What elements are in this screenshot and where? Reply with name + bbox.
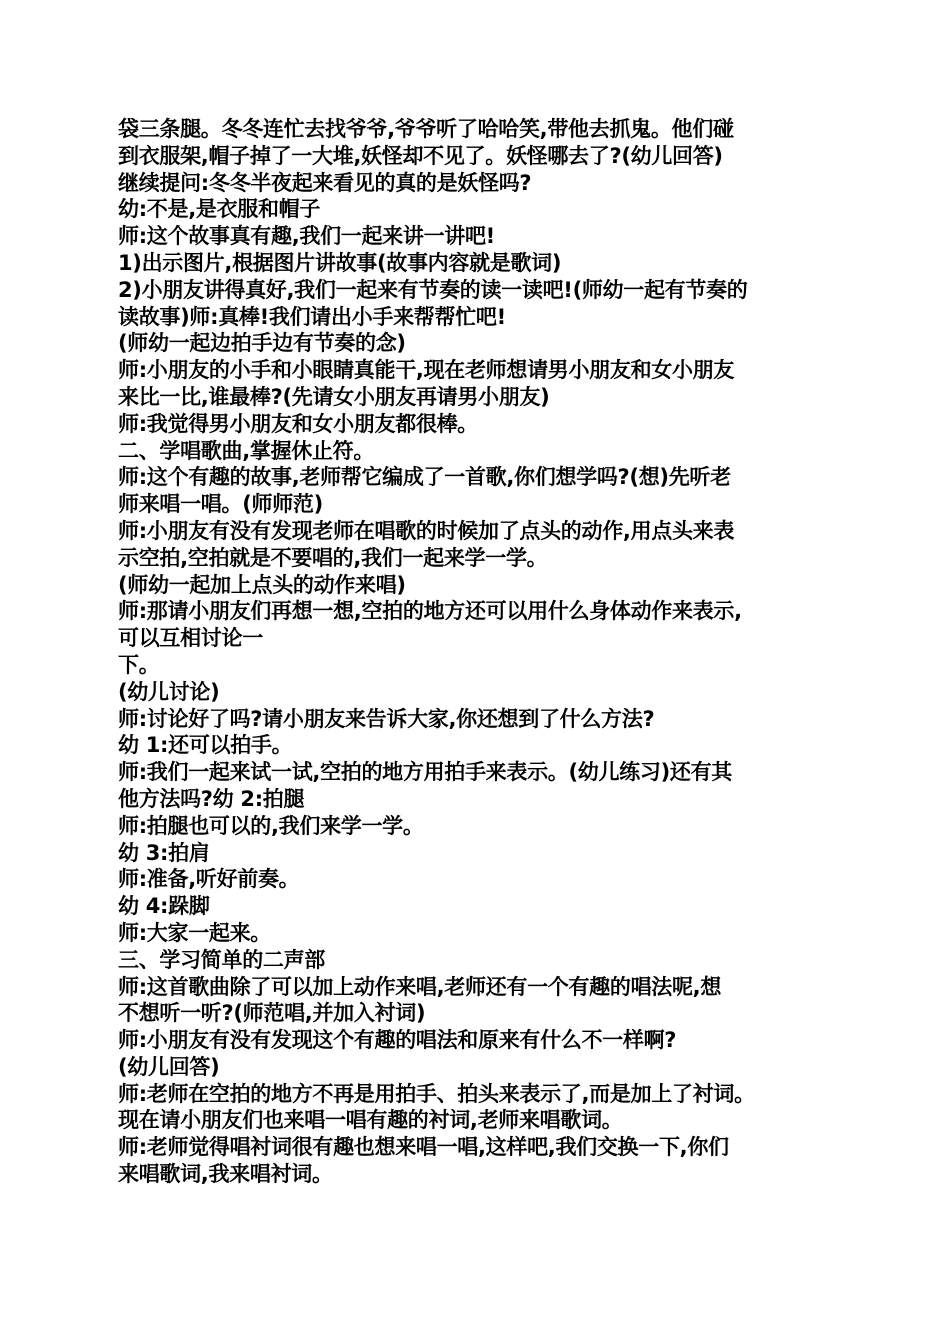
text-line: 来唱歌词,我来唱衬词。 bbox=[118, 1162, 333, 1187]
text-line: 师:我觉得男小朋友和女小朋友都很棒。 bbox=[118, 411, 478, 436]
text-line: (幼儿回答) bbox=[118, 1054, 220, 1079]
text-line: 师:这个故事真有趣,我们一起来讲一讲吧! bbox=[118, 224, 495, 249]
text-line: 师:那请小朋友们再想一想,空拍的地方还可以用什么身体动作来表示, bbox=[118, 599, 742, 624]
text-line: (师幼一起边拍手边有节奏的念) bbox=[118, 331, 406, 356]
text-line: 示空拍,空拍就是不要唱的,我们一起来学一学。 bbox=[118, 545, 548, 570]
text-line: 1)出示图片,根据图片讲故事(故事内容就是歌词) bbox=[118, 250, 562, 275]
text-line: 幼 4:跺脚 bbox=[118, 894, 210, 919]
text-line: 师:这首歌曲除了可以加上动作来唱,老师还有一个有趣的唱法呢,想 bbox=[118, 974, 722, 999]
text-line: 幼:不是,是衣服和帽子 bbox=[118, 197, 321, 222]
text-line: 下。 bbox=[118, 652, 160, 677]
text-line: 师:小朋友有没有发现这个有趣的唱法和原来有什么不一样啊? bbox=[118, 1028, 677, 1053]
text-line: 师:讨论好了吗?请小朋友来告诉大家,你还想到了什么方法? bbox=[118, 706, 655, 731]
text-line: 他方法吗?幼 2:拍腿 bbox=[118, 786, 305, 811]
section-heading: 三、学习简单的二声部 bbox=[118, 947, 325, 972]
text-line: 师:这个有趣的故事,老师帮它编成了一首歌,你们想学吗?(想)先听老 bbox=[118, 465, 731, 490]
text-line: 师:小朋友有没有发现老师在唱歌的时候加了点头的动作,用点头来表 bbox=[118, 518, 735, 543]
text-line: 继续提问:冬冬半夜起来看见的真的是妖怪吗? bbox=[118, 170, 532, 195]
text-line: 师:准备,听好前奏。 bbox=[118, 867, 300, 892]
text-line: 到衣服架,帽子掉了一大堆,妖怪却不见了。妖怪哪去了?(幼儿回答) bbox=[118, 143, 723, 168]
text-line: 袋三条腿。冬冬连忙去找爷爷,爷爷听了哈哈笑,带他去抓鬼。他们碰 bbox=[118, 117, 734, 141]
text-line: 幼 1:还可以拍手。 bbox=[118, 733, 293, 758]
text-line: 师:我们一起来试一试,空拍的地方用拍手来表示。(幼儿练习)还有其 bbox=[118, 760, 732, 785]
document-body bbox=[118, 116, 848, 1188]
text-line: 师:老师在空拍的地方不再是用拍手、拍头来表示了,而是加上了衬词。 bbox=[118, 1081, 755, 1106]
text-line: 师:老师觉得唱衬词很有趣也想来唱一唱,这样吧,我们交换一下,你们 bbox=[118, 1135, 729, 1160]
text-line: 2)小朋友讲得真好,我们一起来有节奏的读一读吧!(师幼一起有节奏的 bbox=[118, 277, 748, 302]
text-line: 师:小朋友的小手和小眼睛真能干,现在老师想请男小朋友和女小朋友 bbox=[118, 358, 735, 383]
text-line: 师来唱一唱。(师师范) bbox=[118, 492, 323, 517]
text-line: 来比一比,谁最棒?(先请女小朋友再请男小朋友) bbox=[118, 384, 550, 409]
text-line: 幼 3:拍肩 bbox=[118, 840, 210, 865]
section-heading: 二、学唱歌曲,掌握休止符。 bbox=[118, 438, 375, 463]
text-line: (幼儿讨论) bbox=[118, 679, 220, 704]
text-line: 现在请小朋友们也来唱一唱有趣的衬词,老师来唱歌词。 bbox=[118, 1108, 623, 1133]
text-line: 师:大家一起来。 bbox=[118, 920, 271, 945]
text-line: 可以互相讨论一 bbox=[118, 626, 263, 651]
text-line: 读故事)师:真棒!我们请出小手来帮帮忙吧! bbox=[118, 304, 506, 329]
text-line: 不想听一听?(师范唱,并加入衬词) bbox=[118, 1001, 426, 1026]
text-line: (师幼一起加上点头的动作来唱) bbox=[118, 572, 406, 597]
text-line: 师:拍腿也可以的,我们来学一学。 bbox=[118, 813, 424, 838]
